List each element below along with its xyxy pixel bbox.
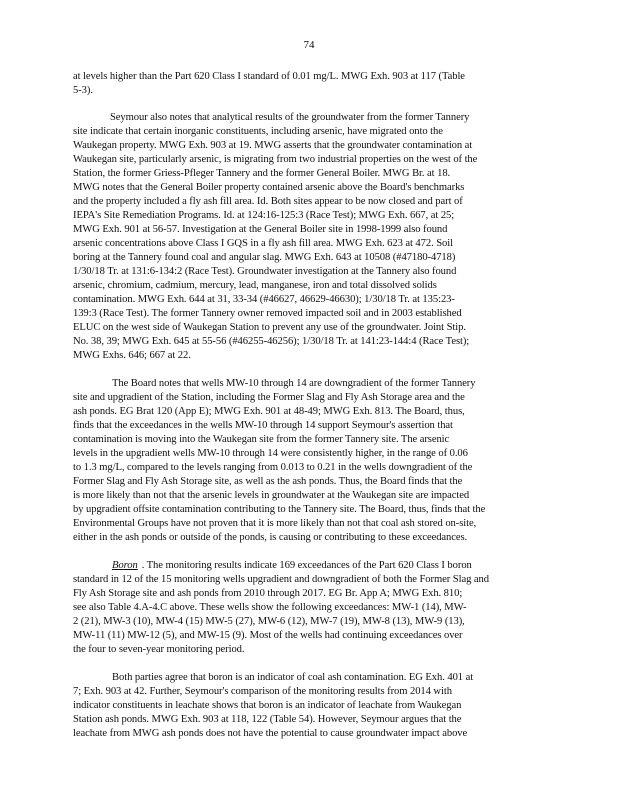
boron-heading: Boron: [112, 560, 138, 571]
text-line: Fly Ash Storage site and ash ponds from 2010 through 2017. EG Br. App A; MWG Exh. 810;: [73, 588, 463, 599]
text-line: ELUC on the west side of Waukegan Station to prevent any use of the groundwater. Joint Stip.: [73, 322, 466, 333]
text-line: MWG Exhs. 646; 667 at 22.: [73, 350, 191, 361]
text-line: arsenic, chromium, cadmium, mercury, lead, manganese, iron and total dissolved solids: [73, 280, 437, 291]
text-line: finds that the exceedances in the wells MW-10 through 14 support Seymour's assertion that: [73, 420, 453, 431]
text-line: Both parties agree that boron is an indicator of coal ash contamination. EG Exh. 401 at: [112, 672, 474, 683]
text-line: 139:3 (Race Test). The former Tannery owner removed impacted soil and in 2003 established: [73, 308, 462, 319]
text-line: . The monitoring results indicate 169 exceedances of the Part 620 Class I boron: [141, 560, 472, 571]
text-line: 1/30/18 Tr. at 131:6-134:2 (Race Test). Groundwater investigation at the Tannery also found: [73, 266, 457, 277]
text-line: arsenic concentrations above Class I GQS in a fly ash fill area. MWG Exh. 623 at 472. Soil: [73, 238, 453, 249]
boron-paragraph-first-line: [112, 559, 472, 572]
text-line: IEPA's Site Remediation Programs. Id. at 124:16-125:3 (Race Test); MWG Exh. 667, at 25;: [73, 210, 455, 221]
text-line: MWG notes that the General Boiler property contained arsenic above the Board's benchmarks: [73, 182, 465, 193]
text-line: 2 (21), MW-3 (10), MW-4 (15) MW-5 (27), MW-6 (12), MW-7 (19), MW-8 (13), MW-9 (13),: [73, 616, 465, 627]
text-line: by upgradient offsite contamination contributing to the Tannery site. The Board, thus, finds that the: [73, 504, 486, 515]
text-line: levels in the upgradient wells MW-10 through 14 were consistently higher, in the range of 0.06: [73, 448, 468, 459]
text-line: and the property included a fly ash fill area. Id. Both sites appear to be now closed and part of: [73, 196, 463, 207]
text-line: Station ash ponds. MWG Exh. 903 at 118, 122 (Table 54). However, Seymour argues that the: [73, 714, 462, 725]
text-line: to 1.3 mg/L, compared to the levels ranging from 0.013 to 0.21 in the wells downgradient of the: [73, 462, 473, 473]
text-line: boring at the Tannery found coal and angular slag. MWG Exh. 643 at 10508 (#47180-4718): [73, 252, 456, 263]
text-line: either in the ash ponds or outside of the ponds, is causing or contributing to these exceedances.: [73, 532, 468, 543]
text-line: contamination. MWG Exh. 644 at 31, 33-34 (#46627, 46629-46630); 1/30/18 Tr. at 135:23-: [73, 294, 455, 305]
text-line: Waukegan property. MWG Exh. 903 at 19. MWG asserts that the groundwater contamination at: [73, 140, 473, 151]
text-line: see also Table 4.A-4.C above. These wells show the following exceedances: MW-1 (14), MW-: [73, 602, 467, 613]
text-line: site and upgradient of the Station, including the Former Slag and Fly Ash Storage area and the: [73, 392, 465, 403]
text-line: 5-3).: [73, 85, 93, 96]
text-line: Seymour also notes that analytical results of the groundwater from the former Tannery: [110, 112, 470, 123]
text-line: indicator constituents in leachate shows that boron is an indicator of leachate from Waukegan: [73, 700, 462, 711]
text-line: leachate from MWG ash ponds does not have the potential to cause groundwater impact above: [73, 728, 468, 739]
text-line: No. 38, 39; MWG Exh. 645 at 55-56 (#46255-46256); 1/30/18 Tr. at 141:23-144:4 (Race Test);: [73, 336, 470, 347]
text-line: The Board notes that wells MW-10 through 14 are downgradient of the former Tannery: [112, 378, 476, 389]
text-line: contamination is moving into the Waukegan site from the former Tannery site. The arsenic: [73, 434, 450, 445]
text-line: 7; Exh. 903 at 42. Further, Seymour's comparison of the monitoring results from 2014 with: [73, 686, 452, 697]
text-line: standard in 12 of the 15 monitoring wells upgradient and downgradient of both the Former Slag and: [73, 574, 489, 585]
page-number: 74: [303, 39, 315, 51]
text-line: MW-11 (11) MW-12 (5), and MW-15 (9). Most of the wells had continuing exceedances over: [73, 630, 463, 641]
text-line: MWG Exh. 901 at 56-57. Investigation at the General Boiler site in 1998-1999 also found: [73, 224, 448, 235]
text-line: Environmental Groups have not proven that it is more likely than not that coal ash stored on-site,: [73, 518, 477, 529]
text-line: is more likely than not that the arsenic levels in groundwater at the Waukegan site are impacted: [73, 490, 470, 501]
text-line: Waukegan site, particularly arsenic, is migrating from two industrial properties on the west of the: [73, 154, 478, 165]
text-line: the four to seven-year monitoring period.: [73, 644, 245, 655]
text-line: Station, the former Griess-Pfleger Tannery and the former General Boiler. MWG Br. at 18.: [73, 168, 451, 179]
text-line: at levels higher than the Part 620 Class I standard of 0.01 mg/L. MWG Exh. 903 at 117 (Table: [73, 71, 465, 82]
text-line: site indicate that certain inorganic constituents, including arsenic, have migrated onto the: [73, 126, 443, 137]
text-line: ash ponds. EG Brat 120 (App E); MWG Exh. 901 at 48-49; MWG Exh. 813. The Board, thus,: [73, 406, 465, 417]
text-line: Former Slag and Fly Ash Storage site, as well as the ash ponds. Thus, the Board finds that the: [73, 476, 463, 487]
